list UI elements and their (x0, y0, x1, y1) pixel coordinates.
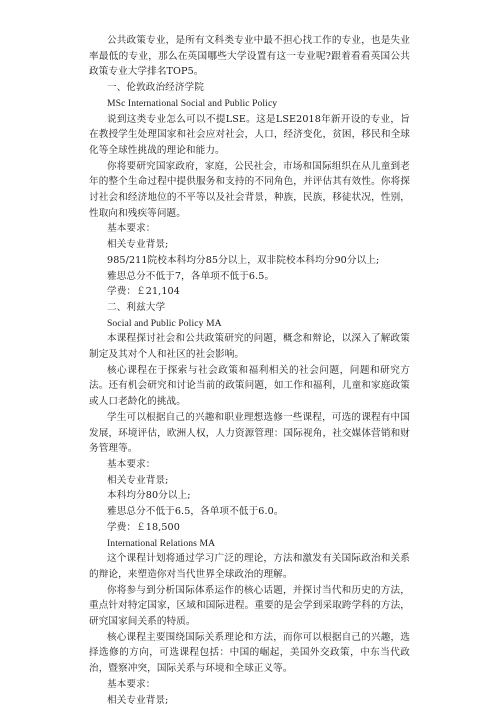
tuition-fee: 学费：￡18,500 (107, 521, 180, 533)
leeds-spp-core: 核心课程在于探索与社会政策和福利相关的社会问题，问题和研究方法。还有机会研究和讨论当前的政策问题，如工作和福利，儿童和家庭政策或人口老龄化的挑战。 (89, 364, 410, 408)
section-heading-lse: 一、伦敦政治经济学院 (107, 82, 204, 94)
requirement-item: 相关专业背景; (107, 694, 169, 706)
leeds-ir-core: 核心课程主要围绕国际关系理论和方法，而你可以根据自己的兴趣，选择选修的方向，可选课程包括：中国的崛起，美国外交政策，中东当代政治，暨察冲突，国际关系与环境和全球正义等。 (89, 631, 410, 675)
lse-description: 说到这类专业怎么可以不提LSE。这是LSE2018年新开设的专业，旨在教授学生处理国家和社会应对社会，人口，经济变化，贫困，移民和全球化等全球性挑战的理论和能力。 (89, 113, 410, 156)
document-body (89, 33, 410, 708)
requirement-item: 相关专业背景; (107, 474, 169, 486)
requirements-heading: 基本要求： (107, 458, 156, 470)
program-title-leeds-ir: International Relations MA (107, 537, 216, 549)
requirement-item: 雅思总分不低于7，各单项不低于6.5。 (107, 270, 275, 282)
requirement-item: 本科均分80分以上; (107, 490, 191, 502)
leeds-ir-description: 这个课程计划将通过学习广泛的理论，方法和激发有关国际政治和关系的辩论，来塑造你对当代世界全球政治的理解。 (89, 553, 410, 580)
leeds-spp-electives: 学生可以根据自己的兴趣和职业理想选修一些课程，可选的课程有中国发展，环境评估，欧洲人权，人力资源管理：国际视角，社交媒体营销和财务管理等。 (89, 411, 410, 455)
program-title-leeds-spp: Social and Public Policy MA (107, 317, 222, 329)
program-title-lse: MSc International Social and Public Policy (107, 97, 278, 109)
requirement-item: 雅思总分不低于6.5，各单项不低于6.0。 (107, 506, 284, 518)
lse-content: 你将要研究国家政府，家庭，公民社会，市场和国际组织在从儿童到老年的整个生命过程中提供服务和支持的不同角色，并评估其有效性。你将探讨社会和经济地位的不平等以及社会背景，种族，民族，移徒状况，性别，性取向和残疾等问题。 (89, 160, 410, 219)
intro-paragraph: 公共政策专业，是所有文科类专业中最不担心找工作的专业，也是失业率最低的专业，那么在英国哪些大学设置有这一专业呢?跟着看看英国公共政策专业大学排名TOP5。 (89, 35, 410, 78)
requirement-item: 985/211院校本科均分85分以上，双非院校本科均分90分以上; (107, 254, 380, 266)
tuition-fee: 学费：￡21,104 (107, 286, 180, 298)
requirements-heading: 基本要求： (107, 678, 156, 690)
requirement-item: 相关专业背景; (107, 239, 169, 251)
leeds-ir-content: 你将参与到分析国际体系运作的核心话题，并探讨当代和历史的方法，重点针对特定国家，区域和国际进程。重要的是会学到采取跨学科的方法，研究国家间关系的特质。 (89, 584, 410, 628)
section-heading-leeds: 二、利兹大学 (107, 301, 166, 313)
leeds-spp-description: 本课程探讨社会和公共政策研究的问题，概念和辩论，以深入了解政策制定及其对个人和社区的社会影响。 (89, 333, 410, 361)
requirements-heading: 基本要求： (107, 223, 156, 235)
